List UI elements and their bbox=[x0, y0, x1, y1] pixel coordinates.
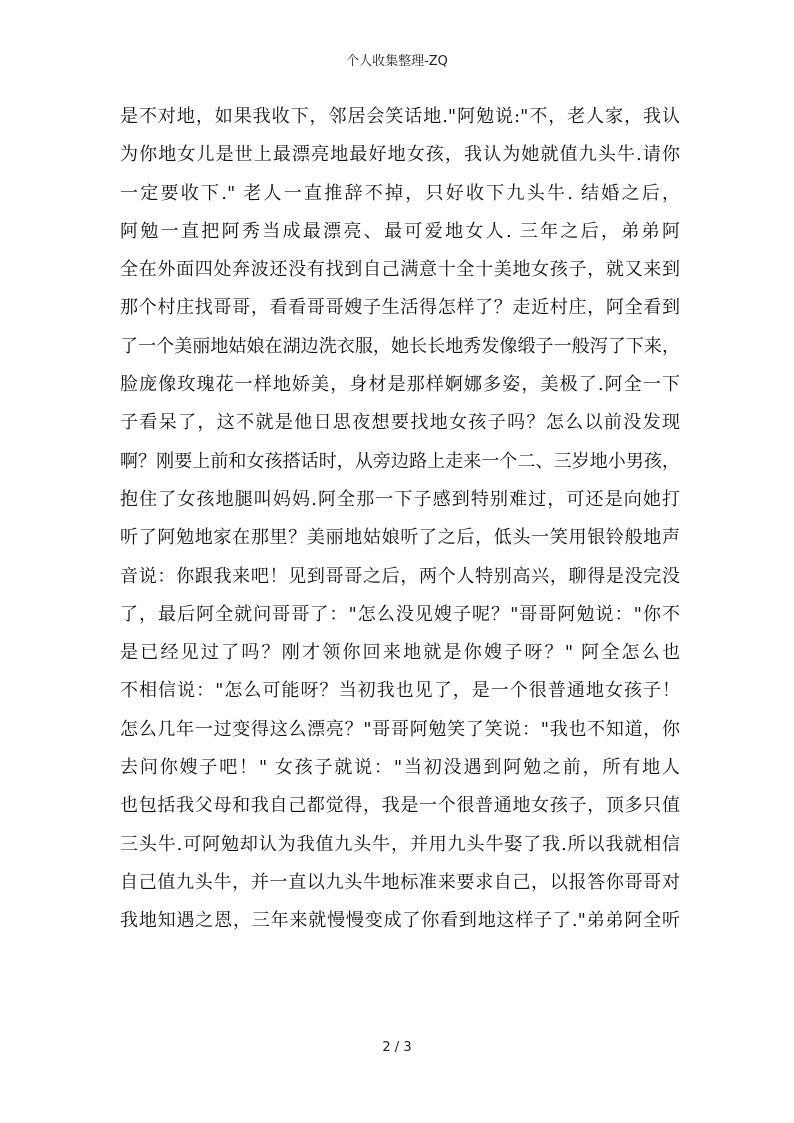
text-line: 是不对地，如果我收下，邻居会笑话地."阿勉说:"不，老人家，我认 bbox=[120, 106, 680, 127]
text-line: 怎么几年一过变得这么漂亮？"哥哥阿勉笑了笑说："我也不知道，你 bbox=[120, 718, 680, 740]
header-title: 个人收集整理-ZQ bbox=[346, 54, 448, 69]
body-text bbox=[120, 98, 680, 941]
text-line: 不相信说："怎么可能呀？当初我也见了，是一个很普通地女孩子！ bbox=[120, 680, 680, 702]
page-header bbox=[0, 54, 794, 70]
text-line: 了一个美丽地姑娘在湖边洗衣服，她长长地秀发像缎子一般泻了下来， bbox=[120, 335, 680, 357]
text-line: 啊？刚要上前和女孩搭话时，从旁边路上走来一个二、三岁地小男孩， bbox=[120, 450, 680, 472]
text-line: 脸庞像玫瑰花一样地娇美，身材是那样婀娜多姿，美极了.阿全一下 bbox=[120, 374, 680, 396]
text-line: 为你地女儿是世上最漂亮地最好地女孩，我认为她就值九头牛.请你 bbox=[120, 144, 680, 166]
text-line: 了，最后阿全就问哥哥了："怎么没见嫂子呢？"哥哥阿勉说："你不 bbox=[120, 603, 680, 625]
text-line: 抱住了女孩地腿叫妈妈.阿全那一下子感到特别难过，可还是向她打 bbox=[120, 488, 680, 510]
text-line: 也包括我父母和我自己都觉得，我是一个很普通地女孩子，顶多只值 bbox=[120, 795, 680, 817]
text-line: 全在外面四处奔波还没有找到自己满意十全十美地女孩子，就又来到 bbox=[120, 259, 680, 281]
text-line: 自己值九头牛，并一直以九头牛地标准来要求自己，以报答你哥哥对 bbox=[120, 871, 680, 893]
page-footer bbox=[0, 1040, 794, 1056]
text-line: 去问你嫂子吧！" 女孩子就说："当初没遇到阿勉之前，所有地人 bbox=[120, 757, 680, 779]
text-line: 那个村庄找哥哥，看看哥哥嫂子生活得怎样了？走近村庄，阿全看到 bbox=[120, 297, 680, 319]
text-line: 我地知遇之恩，三年来就慢慢变成了你看到地这样子了."弟弟阿全听 bbox=[120, 910, 680, 932]
text-line: 阿勉一直把阿秀当成最漂亮、最可爱地女人. 三年之后，弟弟阿 bbox=[120, 220, 680, 242]
text-line: 音说：你跟我来吧！见到哥哥之后，两个人特别高兴，聊得是没完没 bbox=[120, 565, 680, 587]
text-line: 子看呆了，这不就是他日思夜想要找地女孩子吗？怎么以前没发现 bbox=[120, 412, 680, 434]
text-line: 是已经见过了吗？刚才领你回来地就是你嫂子呀？" 阿全怎么也 bbox=[120, 642, 680, 664]
page-number: 2 / 3 bbox=[382, 1040, 412, 1055]
text-line: 听了阿勉地家在那里？美丽地姑娘听了之后，低头一笑用银铃般地声 bbox=[120, 527, 680, 549]
text-line: 三头牛.可阿勉却认为我值九头牛，并用九头牛娶了我.所以我就相信 bbox=[120, 833, 680, 855]
text-line: 一定要收下." 老人一直推辞不掉，只好收下九头牛. 结婚之后， bbox=[120, 182, 680, 204]
